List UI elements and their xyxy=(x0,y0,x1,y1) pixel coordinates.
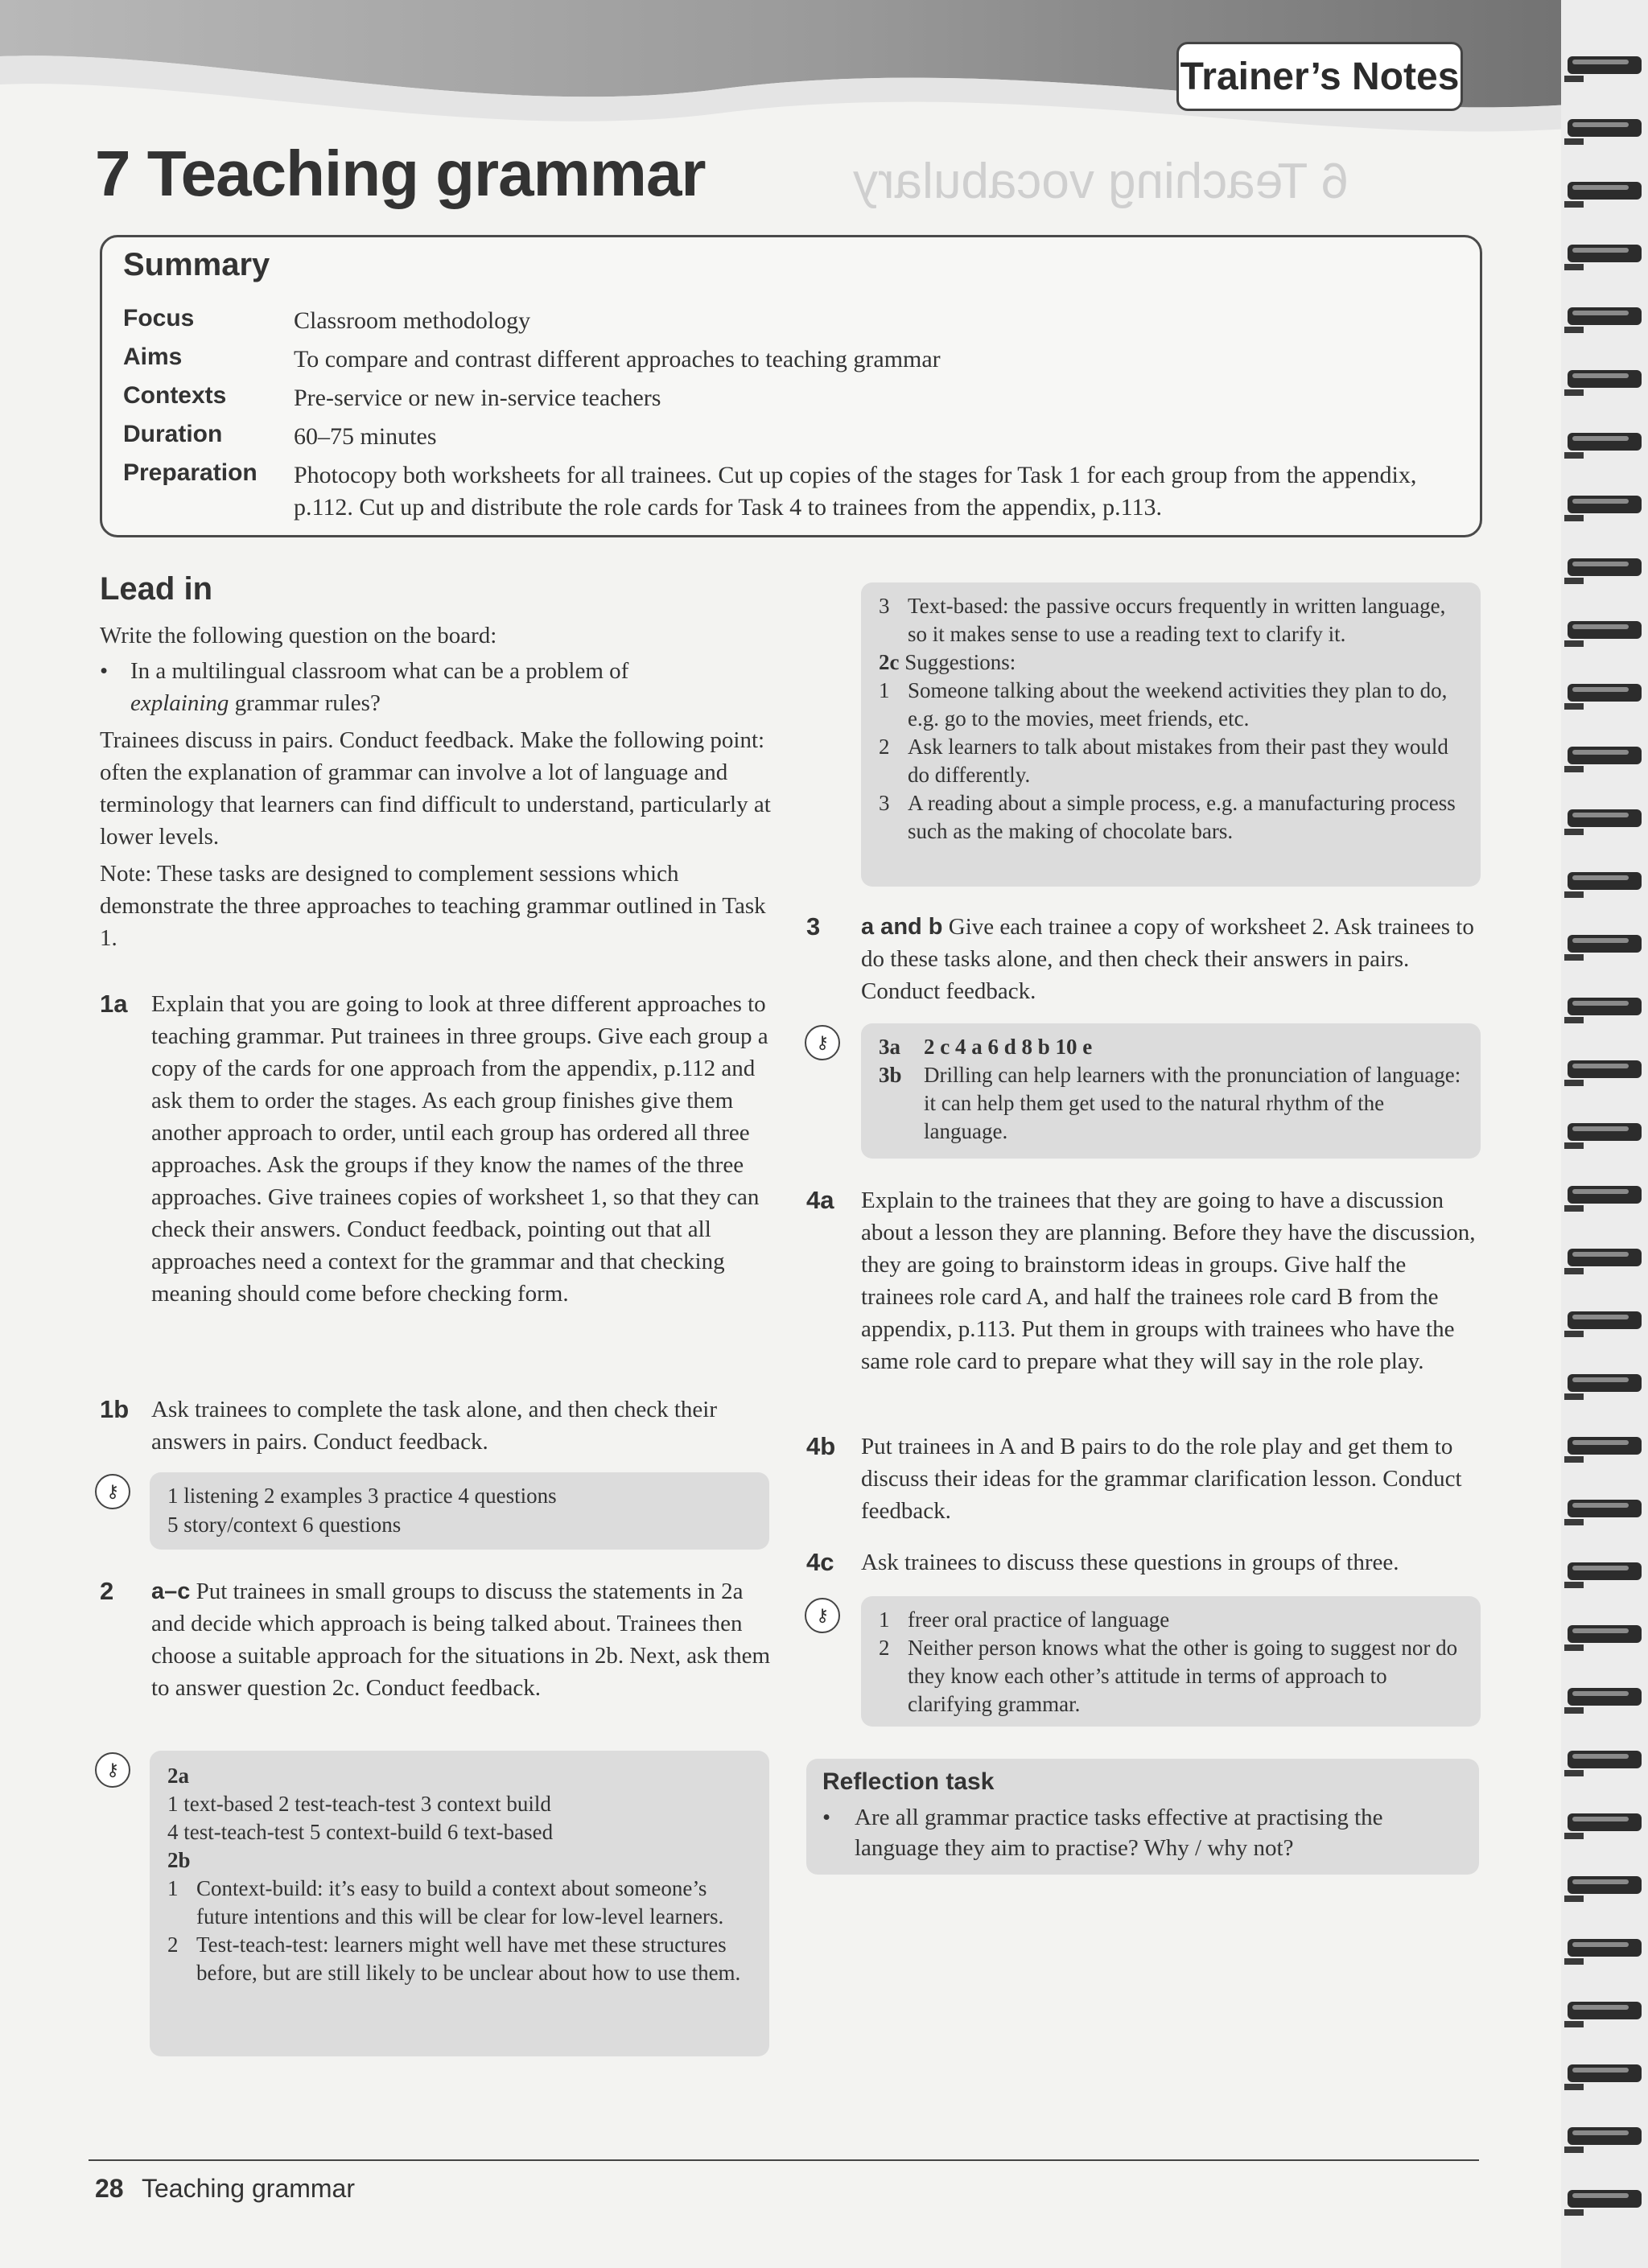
answer-item-text: Context-build: it’s easy to build a context about someone’s future intentions and this will be clear for low-level learners. xyxy=(196,1876,724,1928)
task-text: Explain that you are going to look at three different approaches to teaching grammar. Put trainees in three groups. Give each group a copy of the cards for one approach from the appendix, p.112 and ask them to order the stages. As each group finishes give them another approach to order, until each group has ordered all three approaches. Ask the groups if they know the names of the three approaches. Give trainees copies of worksheet 1, so that they can check their answers. Conduct feedback, pointing out that all approaches need a context for the grammar and that checking meaning should come before checking form. xyxy=(151,991,768,1307)
reflection-text: Are all grammar practice tasks effective at practising the language they aim to practise? Why / why not? xyxy=(855,1805,1383,1861)
answer-content xyxy=(879,1606,1466,1718)
answer-heading: 3a xyxy=(879,1035,900,1059)
task-lead: a and b xyxy=(861,914,943,940)
reflection-task-box xyxy=(806,1759,1479,1875)
bullet-dot: • xyxy=(822,1805,831,1830)
answer-box-1b xyxy=(150,1472,769,1550)
answer-key-icon: ⚷ xyxy=(805,1598,840,1633)
summary-value: 60–75 minutes xyxy=(294,423,437,450)
summary-label: Duration xyxy=(123,421,223,447)
reflection-bullet xyxy=(822,1802,1458,1863)
lead-in-heading: Lead in xyxy=(100,571,213,607)
answer-content xyxy=(167,1762,755,1987)
task-number: 4a xyxy=(806,1186,834,1214)
bullet-text-pre: In a multilingual classroom what can be a problem of xyxy=(130,658,629,684)
task-text xyxy=(151,1575,779,1704)
lead-in-section xyxy=(100,573,776,954)
answer-key-icon: ⚷ xyxy=(95,1474,130,1509)
task-number: 2 xyxy=(100,1577,114,1605)
answer-item-text: A reading about a simple process, e.g. a manufacturing process such as the making of chocolate bars. xyxy=(908,791,1456,843)
answer-line: 1 text-based 2 test-teach-test 3 context build xyxy=(167,1792,551,1816)
answer-item-text: Drilling can help learners with the pronunciation of language: it can help them get used to the natural rhythm of the language. xyxy=(924,1063,1461,1143)
answer-item-text: Ask learners to talk about mistakes from their past they would do differently. xyxy=(908,735,1448,787)
task-text: Explain to the trainees that they are going to have a discussion about a lesson they are planning. Before they have the discussion, they are going to brainstorm ideas in groups. Give half the trainees role card A, and half the trainees role card B from the appendix, p.113. Put them in groups with trainees who have the same role card to prepare what they will say in the role play. xyxy=(861,1188,1476,1374)
answer-line: 5 story/context 6 questions xyxy=(167,1513,402,1537)
reflection-title: Reflection task xyxy=(822,1768,995,1795)
summary-value: To compare and contrast different approaches to teaching grammar xyxy=(294,346,941,373)
task-number: 4c xyxy=(806,1548,834,1576)
task-lead: a–c xyxy=(151,1579,191,1604)
task-body: Put trainees in small groups to discuss the statements in 2a and decide which approach is being talked about. Trainees then choose a suitable approach for the situations in 2b. Next, ask them to answer question 2c. Conduct feedback. xyxy=(151,1579,771,1701)
answer-heading: 2c xyxy=(879,650,900,674)
answer-box-2 xyxy=(150,1751,769,2056)
task-3 xyxy=(806,911,1482,1007)
answer-item-number: 2 xyxy=(167,1933,179,1957)
summary-value: Classroom methodology xyxy=(294,307,531,334)
answer-item-text: Test-teach-test: learners might well have met these structures before, but are still likely to be unclear about how to use them. xyxy=(196,1933,741,1985)
answer-heading-line xyxy=(879,648,1466,677)
bullet-text-emphasis: explaining xyxy=(130,690,229,716)
answer-box-3 xyxy=(861,1023,1481,1159)
summary-label: Preparation xyxy=(123,459,258,486)
spiral-binding xyxy=(1561,0,1648,2268)
answer-item-number: 2 xyxy=(879,735,890,759)
answer-content xyxy=(879,592,1466,846)
answer-item xyxy=(879,733,1466,789)
answer-line: 4 test-teach-test 5 context-build 6 text-based xyxy=(167,1820,554,1844)
answer-item xyxy=(879,1606,1466,1634)
bleed-through-title: 6 Teaching vocabulary xyxy=(853,154,1349,209)
footer-section-title: Teaching grammar xyxy=(142,2174,355,2203)
summary-label: Contexts xyxy=(123,382,227,409)
answer-item xyxy=(879,592,1466,648)
summary-label: Aims xyxy=(123,344,183,370)
lead-in-intro: Write the following question on the board: xyxy=(100,623,497,648)
task-4a xyxy=(806,1184,1482,1377)
task-number: 3 xyxy=(806,912,821,941)
task-1a xyxy=(100,988,776,1310)
bullet-text-post: grammar rules? xyxy=(229,690,381,716)
answer-key-icon: ⚷ xyxy=(805,1025,840,1060)
lead-in-paragraph-2: Note: These tasks are designed to complement sessions which demonstrate the three approaches to teaching grammar outlined in Task 1. xyxy=(100,861,766,951)
lead-in-bullet xyxy=(100,655,776,719)
answer-item xyxy=(879,1033,1466,1061)
summary-box xyxy=(100,235,1482,537)
answer-values: 2 c 4 a 6 d 8 b 10 e xyxy=(924,1035,1093,1059)
bullet-text xyxy=(130,655,726,719)
answer-item xyxy=(879,1061,1466,1146)
answer-line: 1 listening 2 examples 3 practice 4 questions xyxy=(167,1484,557,1508)
answer-heading: 3b xyxy=(879,1063,902,1087)
task-4c xyxy=(806,1546,1482,1579)
task-text: Ask trainees to complete the task alone, and then check their answers in pairs. Conduct feedback. xyxy=(151,1397,717,1455)
page-number: 28 xyxy=(95,2174,124,2203)
answer-content xyxy=(879,1033,1466,1146)
summary-value: Photocopy both worksheets for all trainees. Cut up copies of the stages for Task 1 for each group from the appendix, p.112. Cut up and distribute the role cards for Task 4 to trainees from the appendix, p.113. xyxy=(294,462,1417,521)
footer-rule xyxy=(89,2159,1479,2161)
answer-item xyxy=(879,677,1466,733)
summary-value: Pre-service or new in-service teachers xyxy=(294,385,661,411)
task-1b xyxy=(100,1393,776,1458)
answer-item-number: 2 xyxy=(879,1636,890,1660)
bullet-dot: • xyxy=(100,658,109,684)
summary-label: Focus xyxy=(123,305,195,331)
answer-box-4 xyxy=(861,1596,1481,1727)
answer-item-number: 1 xyxy=(167,1876,179,1900)
trainers-notes-tab: Trainer’s Notes xyxy=(1176,42,1463,111)
answer-item-number: 3 xyxy=(879,594,890,618)
answer-item-number: 3 xyxy=(879,791,890,815)
unit-title: 7 Teaching grammar xyxy=(95,138,706,209)
answer-item xyxy=(879,789,1466,846)
answer-item-text: Neither person knows what the other is going to suggest nor do they know each other’s attitude in terms of approach to clarifying grammar. xyxy=(908,1636,1458,1716)
answer-item xyxy=(167,1875,755,1931)
answer-item-text: freer oral practice of language xyxy=(908,1607,1170,1632)
answer-item xyxy=(167,1931,755,1987)
task-text xyxy=(861,911,1481,1007)
task-text: Ask trainees to discuss these questions in groups of three. xyxy=(861,1550,1399,1575)
task-body: Give each trainee a copy of worksheet 2. Ask trainees to do these tasks alone, and then check their answers in pairs. Conduct feedback. xyxy=(861,914,1474,1004)
task-2 xyxy=(100,1575,776,1704)
answer-item-text: Text-based: the passive occurs frequently in written language, so it makes sense to use a reading text to clarify it. xyxy=(908,594,1446,646)
answer-item xyxy=(879,1634,1466,1718)
answer-item-text: Someone talking about the weekend activities they plan to do, e.g. go to the movies, meet friends, etc. xyxy=(908,678,1448,731)
answer-box-2-continued xyxy=(861,582,1481,887)
task-4b xyxy=(806,1430,1482,1527)
answer-item-number: 1 xyxy=(879,678,890,702)
summary-title: Summary xyxy=(123,247,270,282)
lead-in-paragraph-1: Trainees discuss in pairs. Conduct feedback. Make the following point: often the explanation of grammar can involve a lot of language and terminology that learners can find difficult to understand, particularly at lower levels. xyxy=(100,727,771,850)
answer-item-number: 1 xyxy=(879,1607,890,1632)
task-number: 1a xyxy=(100,990,128,1018)
task-number: 4b xyxy=(806,1432,836,1460)
task-text: Put trainees in A and B pairs to do the role play and get them to discuss their ideas for the grammar clarification lesson. Conduct feedback. xyxy=(861,1434,1462,1524)
task-number: 1b xyxy=(100,1395,130,1423)
answer-heading: 2b xyxy=(167,1848,191,1872)
answer-key-icon: ⚷ xyxy=(95,1752,130,1788)
answer-heading-text: Suggestions: xyxy=(899,650,1016,674)
answer-heading: 2a xyxy=(167,1764,189,1788)
